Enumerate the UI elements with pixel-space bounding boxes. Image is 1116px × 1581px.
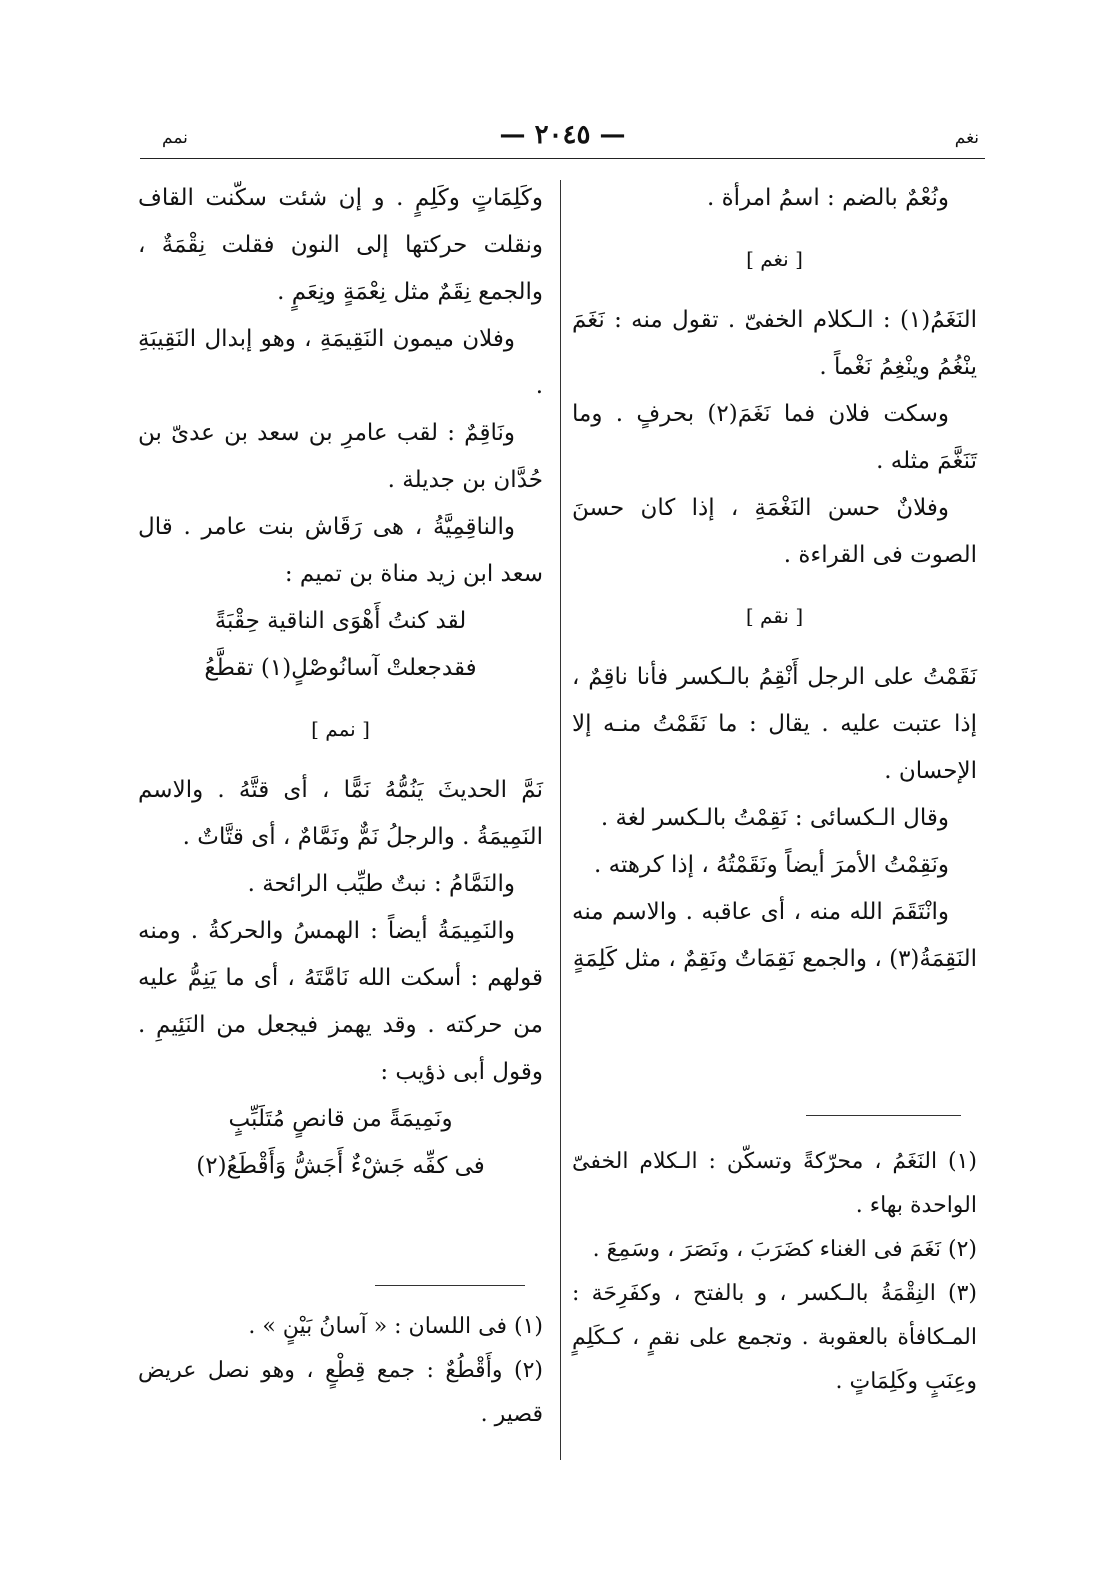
paragraph: وفلان ميمون النَقِيمَةِ ، وهو إبدال النَقِيبَةِ . bbox=[138, 326, 543, 399]
paragraph: ونَاقِمٌ : لقب عامرِ بن سعد بن عدىّ بن حُدَّان بن جديلة . bbox=[138, 420, 543, 493]
running-headword-left: نمم bbox=[162, 128, 188, 148]
paragraph: وفلانٌ حسن النَغْمَةِ ، إذا كان حسنَ الصوت فى القراءة . bbox=[572, 495, 977, 568]
paragraph: النَغَمُ(١) : الـكلام الخفىّ . تقول منه : نَغَمَ ينْغُمُ وينْغِمُ نَغْماً . bbox=[572, 307, 977, 380]
paragraph: والناقِمِيَّةُ ، هى رَقَاش بنت عامر . قال سعد ابن زيد مناة بن تميم : bbox=[138, 514, 543, 587]
footnote: (١) النَغَمُ ، محرّكةً وتسكّن : الـكلام الخفىّ الواحدة بهاء . bbox=[572, 1149, 977, 1218]
left-column bbox=[138, 175, 543, 1190]
footnote: (٢) وأَقْطُعٌ : جمع قِطْعٍ ، وهو نصل عريض قصير . bbox=[138, 1358, 543, 1427]
paragraph: وسكت فلان فما نَغَمَ(٢) بحرفٍ . وما تَنَغَّمَ مثله . bbox=[572, 401, 977, 474]
footnote: (٣) النِقْمَةُ بالـكسر ، و بالفتح ، وكفَرِحَة : المـكافأة بالعقوبة . وتجمع على نقمٍ ، كـكَلِمٍ وعِنَبٍ وكَلِمَاتٍ . bbox=[572, 1281, 977, 1394]
column-divider bbox=[560, 180, 561, 1460]
footnote: (٢) نَغَمَ فى الغناء كضَرَبَ ، ونَصَرَ ، وسَمِعَ . bbox=[592, 1237, 977, 1262]
paragraph: والنَمِيمَةُ أيضاً : الهمسُ والحركةُ . ومنه قولهم : أسكت الله نَامَّتَهُ ، أى ما يَنِمُّ عليه من حركته . وقد يهمز فيجعل من النَئِيمِ . وقول أبى ذؤيب : bbox=[138, 918, 543, 1085]
right-column bbox=[572, 175, 977, 983]
running-headword-right: نغم bbox=[954, 128, 979, 148]
verse-line: ونَمِيمَةً من قانصٍ مُتَلَبِّبٍ bbox=[228, 1106, 453, 1132]
section-heading: [ نقم ] bbox=[745, 604, 804, 628]
paragraph: نَقَمْتُ على الرجل أَنْقِمُ بالـكسر فأنا ناقِمٌ ، إذا عتبت عليه . يقال : ما نَقَمْتُ منـه إلا الإحسان . bbox=[572, 664, 977, 784]
footnote: (١) فى اللسان : « آسانُ بَيْنٍ » . bbox=[248, 1314, 543, 1339]
paragraph: ونُعْمٌ بالضم : اسمُ امرأة . bbox=[706, 185, 949, 211]
footnotes-left bbox=[138, 1305, 543, 1437]
paragraph: والنَمَّامُ : نبتٌ طيِّب الرائحة . bbox=[247, 871, 515, 897]
paragraph: ونَقِمْتُ الأمرَ أيضاً ونَقَمْتُهُ ، إذا كرهته . bbox=[594, 852, 949, 878]
page-number: — ٢٠٤٥ — bbox=[499, 120, 626, 150]
section-heading: [ نغم ] bbox=[746, 247, 803, 271]
verse-line: لقد كنتُ أَهْوَى الناقية حِقْبَةً bbox=[214, 608, 467, 634]
verse-line: فى كفِّه جَشْءٌ أَجَشُّ وَأَقْطَعُ(٢) bbox=[196, 1153, 485, 1179]
paragraph: وقال الـكسائى : نَقِمْتُ بالـكسر لغة . bbox=[600, 805, 949, 831]
page-header bbox=[140, 118, 985, 159]
footnotes-right bbox=[572, 1140, 977, 1404]
verse-line: فقدجعلتْ آسانُوصْلٍ(١) تقطَّعُ bbox=[204, 655, 477, 681]
section-heading: [ نمم ] bbox=[311, 717, 370, 741]
paragraph: وانْتَقَمَ الله منه ، أى عاقبه . والاسم منه النَقِمَةُ(٣) ، والجمع نَقِمَاتٌ ونَقِمٌ ، مثل كَلِمَةٍ bbox=[572, 899, 977, 972]
paragraph: نَمَّ الحديثَ يَنُمُّهُ نَمًّا ، أى قتَّهُ . والاسم النَمِيمَةُ . والرجلُ نَمٌّ ونَمَّامٌ ، أى قتَّاتٌ . bbox=[138, 777, 543, 850]
footnote-rule bbox=[806, 1115, 961, 1116]
paragraph: وكَلِمَاتٍ وكَلِمٍ . و إن شئت سكّنت القاف ونقلت حركتها إلى النون فقلت نِقْمَةٌ ، والجمع نِقَمٌ مثل نِعْمَةٍ ونِعَمٍ . bbox=[138, 185, 543, 305]
footnote-rule bbox=[375, 1285, 525, 1286]
